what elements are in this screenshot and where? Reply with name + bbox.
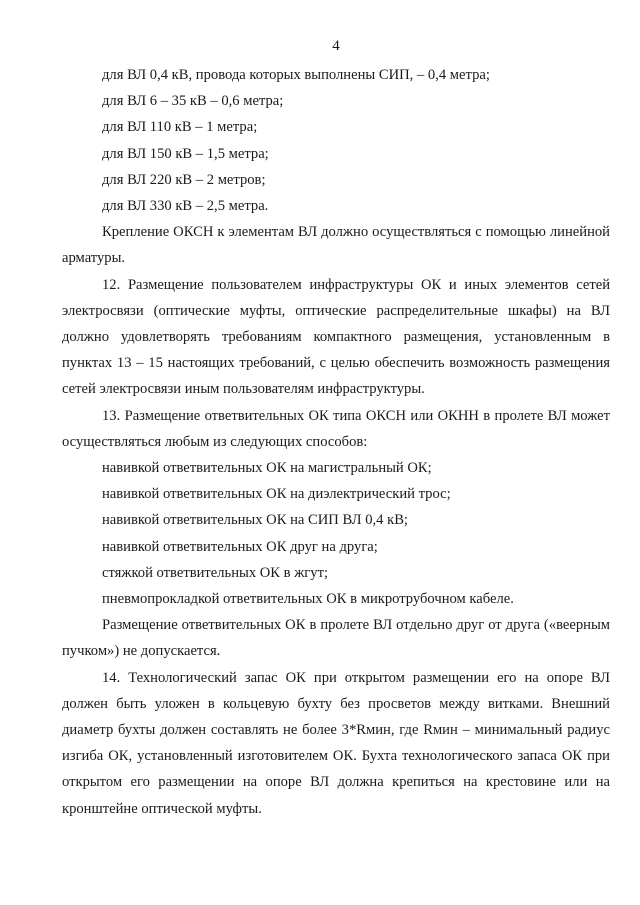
list-item: навивкой ответвительных ОК на магистральный ОК; xyxy=(102,460,432,477)
list-item: для ВЛ 330 кВ – 2,5 метра. xyxy=(102,198,269,215)
list-item: для ВЛ 0,4 кВ, провода которых выполнены СИП, – 0,4 метра; xyxy=(102,67,490,83)
paragraph-14: 14. Технологический запас ОК при открытом размещении его на опоре ВЛ должен быть уложен в кольцевую бухту без просветов между витками. Внешний диаметр бухты должен составлять не более 3*Rмин, где Rмин – минимальный радиус изгиба ОК, установленный изготовителем ОК. Бухта технологического запаса ОК при открытом его размещении на опоре ВЛ должна крепиться на крестовине или на кронштейне оптической муфты. xyxy=(62,669,610,817)
list-item: навивкой ответвительных ОК друг на друга; xyxy=(102,538,378,555)
paragraph-13: 13. Размещение ответвительных ОК типа ОКСН или ОКНН в пролете ВЛ может осуществляться любым из следующих способов: xyxy=(62,407,610,450)
paragraph-separate: Размещение ответвительных ОК в пролете ВЛ отдельно друг от друга («веерным пучком») не допускается. xyxy=(62,617,610,660)
page-number: 4 xyxy=(332,38,340,54)
list-item: для ВЛ 6 – 35 кВ – 0,6 метра; xyxy=(102,93,284,110)
list-item: для ВЛ 220 кВ – 2 метров; xyxy=(102,171,266,188)
paragraph-fastening: Крепление ОКСН к элементам ВЛ должно осуществляться с помощью линейной арматуры. xyxy=(62,224,610,267)
list-item: стяжкой ответвительных ОК в жгут; xyxy=(102,564,329,581)
list-item: для ВЛ 110 кВ – 1 метра; xyxy=(102,119,258,136)
list-item: пневмопрокладкой ответвительных ОК в микротрубочном кабеле. xyxy=(102,591,514,608)
distance-list xyxy=(62,62,610,219)
list-item: навивкой ответвительных ОК на СИП ВЛ 0,4 кВ; xyxy=(102,512,408,529)
list-item: навивкой ответвительных ОК на диэлектрический трос; xyxy=(102,486,451,503)
list-item: для ВЛ 150 кВ – 1,5 метра; xyxy=(102,145,269,162)
page-content xyxy=(62,62,610,822)
paragraph-12: 12. Размещение пользователем инфраструктуры ОК и иных элементов сетей электросвязи (оптические муфты, оптические распределительные шкафы) на ВЛ должно удовлетворять требованиям компактного размещения, установленным в пунктах 13 – 15 настоящих требований, с целью обеспечить возможность размещения сетей электросвязи иным пользователям инфраструктуры. xyxy=(62,276,610,398)
methods-list xyxy=(62,455,610,612)
